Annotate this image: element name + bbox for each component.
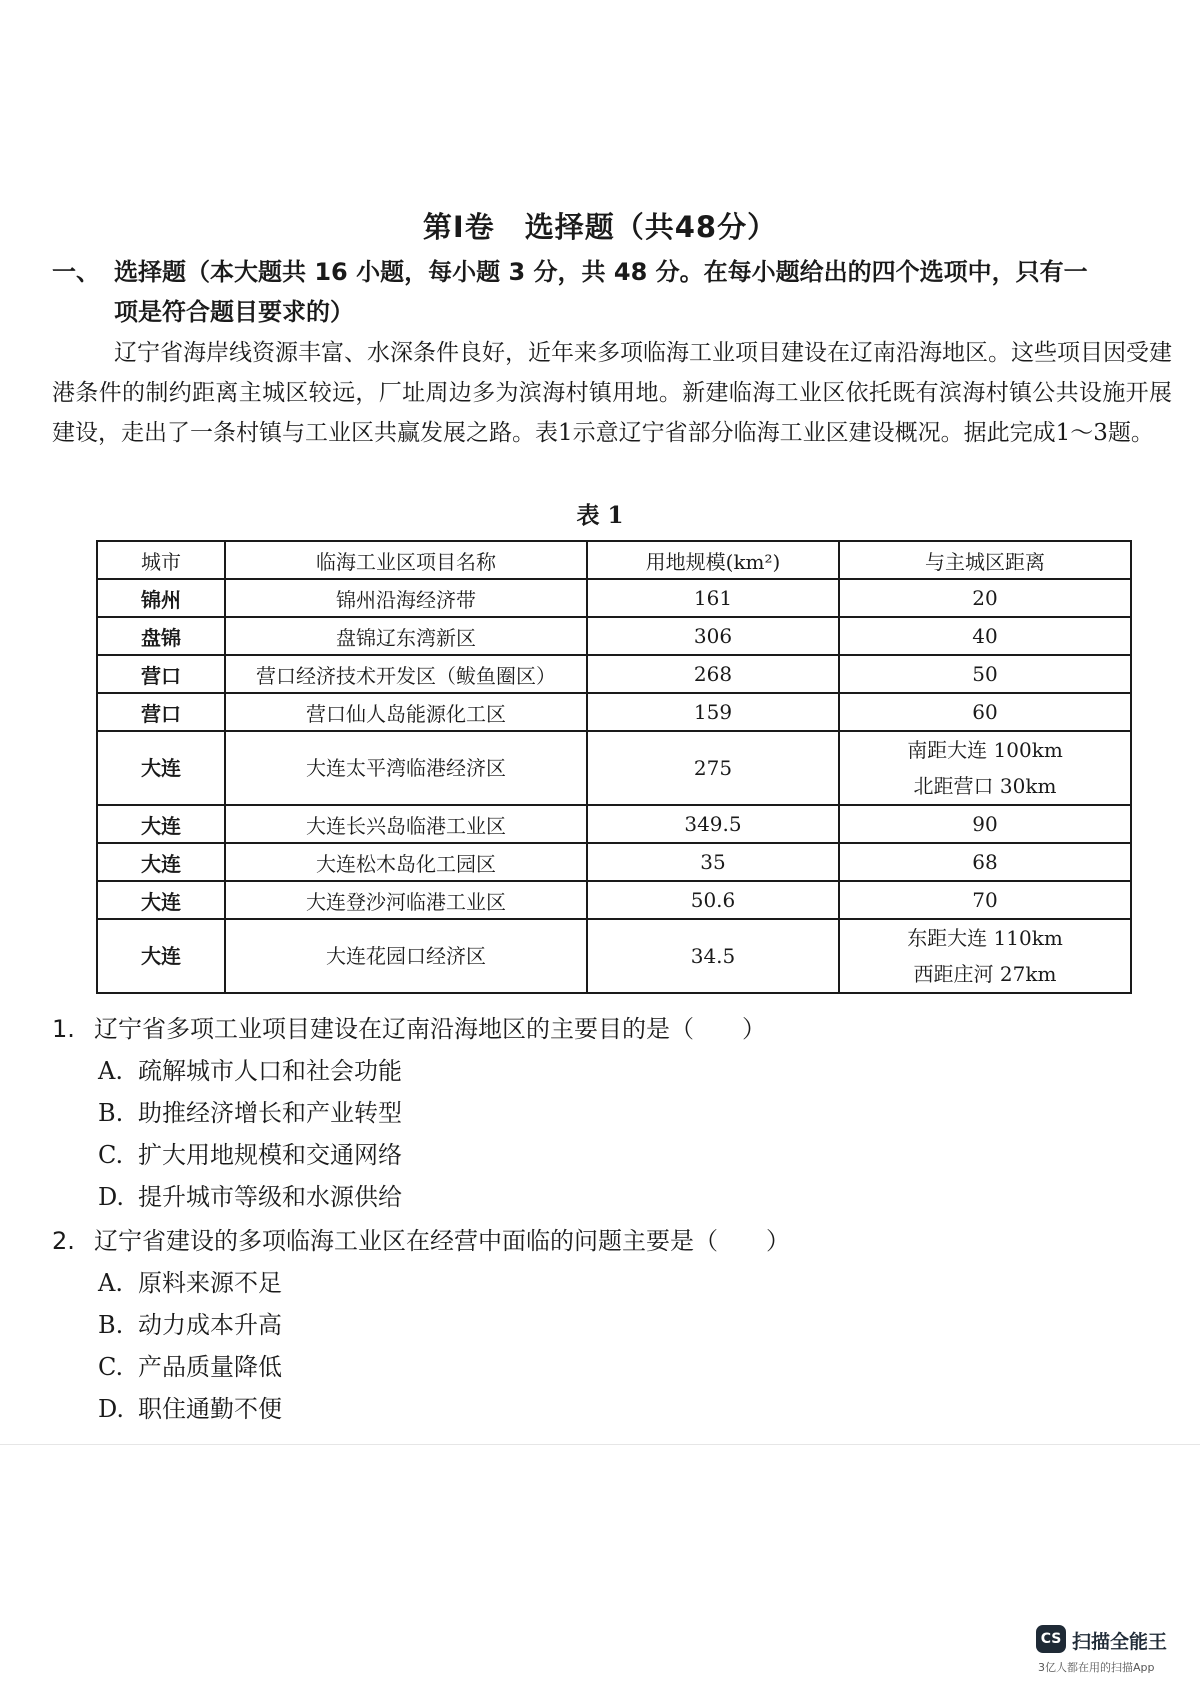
part-instruction-line1: 选择题（本大题共 16 小题，每小题 3 分，共 48 分。在每小题给出的四个选项中，只有一 — [114, 258, 1088, 286]
option-text: 职住通勤不便 — [138, 1395, 282, 1423]
option-a[interactable] — [52, 1262, 1172, 1304]
table-row — [97, 843, 1131, 881]
cell-area: 34.5 — [587, 919, 839, 993]
distance-line2: 西距庄河 27km — [913, 962, 1057, 986]
cell-city: 营口 — [97, 655, 225, 693]
cell-city: 锦州 — [97, 579, 225, 617]
cell-city: 大连 — [97, 843, 225, 881]
cell-area: 349.5 — [587, 805, 839, 843]
option-b[interactable] — [52, 1092, 1172, 1134]
option-letter: C. — [98, 1353, 124, 1381]
option-text: 产品质量降低 — [138, 1353, 282, 1381]
part-heading — [52, 252, 1172, 332]
option-text: 动力成本升高 — [138, 1311, 282, 1339]
question-stem: 辽宁省多项工业项目建设在辽南沿海地区的主要目的是（ ） — [94, 1015, 766, 1043]
option-c[interactable] — [52, 1134, 1172, 1176]
cell-city: 大连 — [97, 881, 225, 919]
header-distance: 与主城区距离 — [839, 541, 1131, 579]
cell-area: 161 — [587, 579, 839, 617]
option-d[interactable] — [52, 1176, 1172, 1218]
part-instruction-line2: 项是符合题目要求的） — [114, 298, 354, 326]
cell-city: 盘锦 — [97, 617, 225, 655]
question-number: 1. — [52, 1015, 75, 1043]
option-text: 扩大用地规模和交通网络 — [138, 1141, 402, 1169]
industrial-zone-table — [96, 540, 1132, 994]
cell-project-name: 营口仙人岛能源化工区 — [225, 693, 587, 731]
table-row — [97, 881, 1131, 919]
cell-city: 大连 — [97, 731, 225, 805]
cell-project-name: 盘锦辽东湾新区 — [225, 617, 587, 655]
question-2 — [52, 1220, 1172, 1262]
part-number: 一、 — [52, 258, 100, 286]
questions-section — [52, 1008, 1172, 1430]
passage-text: 辽宁省海岸线资源丰富、水深条件良好，近年来多项临海工业项目建设在辽南沿海地区。这些项目因受建港条件的制约距离主城区较远，厂址周边多为滨海村镇用地。新建临海工业区依托既有滨海村镇公共设施开展建设，走出了一条村镇与工业区共赢发展之路。表1示意辽宁省部分临海工业区建设概况。据此完成1～3题。 — [52, 340, 1172, 446]
option-letter: A. — [98, 1269, 123, 1297]
cell-distance: 20 — [839, 579, 1131, 617]
header-city: 城市 — [97, 541, 225, 579]
cell-project-name: 锦州沿海经济带 — [225, 579, 587, 617]
cell-city: 营口 — [97, 693, 225, 731]
question-number: 2. — [52, 1227, 75, 1255]
cell-project-name: 大连登沙河临港工业区 — [225, 881, 587, 919]
header-project-name: 临海工业区项目名称 — [225, 541, 587, 579]
cell-distance: 68 — [839, 843, 1131, 881]
cell-area: 306 — [587, 617, 839, 655]
cell-area: 159 — [587, 693, 839, 731]
table-caption: 表 1 — [576, 502, 624, 529]
cell-city: 大连 — [97, 805, 225, 843]
cell-project-name: 营口经济技术开发区（鲅鱼圈区） — [225, 655, 587, 693]
cell-distance: 50 — [839, 655, 1131, 693]
cell-distance: 60 — [839, 693, 1131, 731]
option-letter: B. — [98, 1099, 124, 1127]
option-text: 原料来源不足 — [138, 1269, 282, 1297]
table-row — [97, 731, 1131, 805]
cell-area: 268 — [587, 655, 839, 693]
option-letter: A. — [98, 1057, 123, 1085]
table-row — [97, 693, 1131, 731]
table-row — [97, 655, 1131, 693]
option-letter: B. — [98, 1311, 124, 1339]
table-row — [97, 919, 1131, 993]
cell-project-name: 大连花园口经济区 — [225, 919, 587, 993]
cell-project-name: 大连长兴岛临港工业区 — [225, 805, 587, 843]
option-b[interactable] — [52, 1304, 1172, 1346]
watermark-app-name: 扫描全能王 — [1072, 1631, 1168, 1653]
cell-distance: 90 — [839, 805, 1131, 843]
camscanner-logo-icon: CS — [1036, 1625, 1066, 1653]
cell-area: 275 — [587, 731, 839, 805]
option-letter: C. — [98, 1141, 124, 1169]
option-text: 疏解城市人口和社会功能 — [138, 1057, 402, 1085]
cell-area: 50.6 — [587, 881, 839, 919]
cell-project-name: 大连松木岛化工园区 — [225, 843, 587, 881]
table-row — [97, 617, 1131, 655]
section-title: 第Ⅰ卷 选择题（共48分） — [422, 210, 778, 244]
cell-city: 大连 — [97, 919, 225, 993]
cell-area: 35 — [587, 843, 839, 881]
scan-edge-divider — [0, 1444, 1200, 1445]
scanner-watermark — [1036, 1625, 1186, 1681]
option-text: 提升城市等级和水源供给 — [138, 1183, 402, 1211]
option-text: 助推经济增长和产业转型 — [138, 1099, 402, 1127]
distance-line2: 北距营口 30km — [913, 774, 1057, 798]
option-a[interactable] — [52, 1050, 1172, 1092]
cell-distance — [839, 731, 1131, 805]
distance-line1: 东距大连 110km — [907, 926, 1063, 950]
table-header-row — [97, 541, 1131, 579]
table-row — [97, 579, 1131, 617]
cell-distance — [839, 919, 1131, 993]
question-stem: 辽宁省建设的多项临海工业区在经营中面临的问题主要是（ ） — [94, 1227, 790, 1255]
cell-distance: 70 — [839, 881, 1131, 919]
cell-distance: 40 — [839, 617, 1131, 655]
table-row — [97, 805, 1131, 843]
header-area: 用地规模(km²) — [587, 541, 839, 579]
reading-passage — [52, 333, 1172, 453]
watermark-tagline: 3亿人都在用的扫描App — [1038, 1661, 1155, 1674]
question-1 — [52, 1008, 1172, 1050]
cell-project-name: 大连太平湾临港经济区 — [225, 731, 587, 805]
option-c[interactable] — [52, 1346, 1172, 1388]
distance-line1: 南距大连 100km — [907, 738, 1063, 762]
option-letter: D. — [98, 1183, 125, 1211]
option-d[interactable] — [52, 1388, 1172, 1430]
option-letter: D. — [98, 1395, 125, 1423]
